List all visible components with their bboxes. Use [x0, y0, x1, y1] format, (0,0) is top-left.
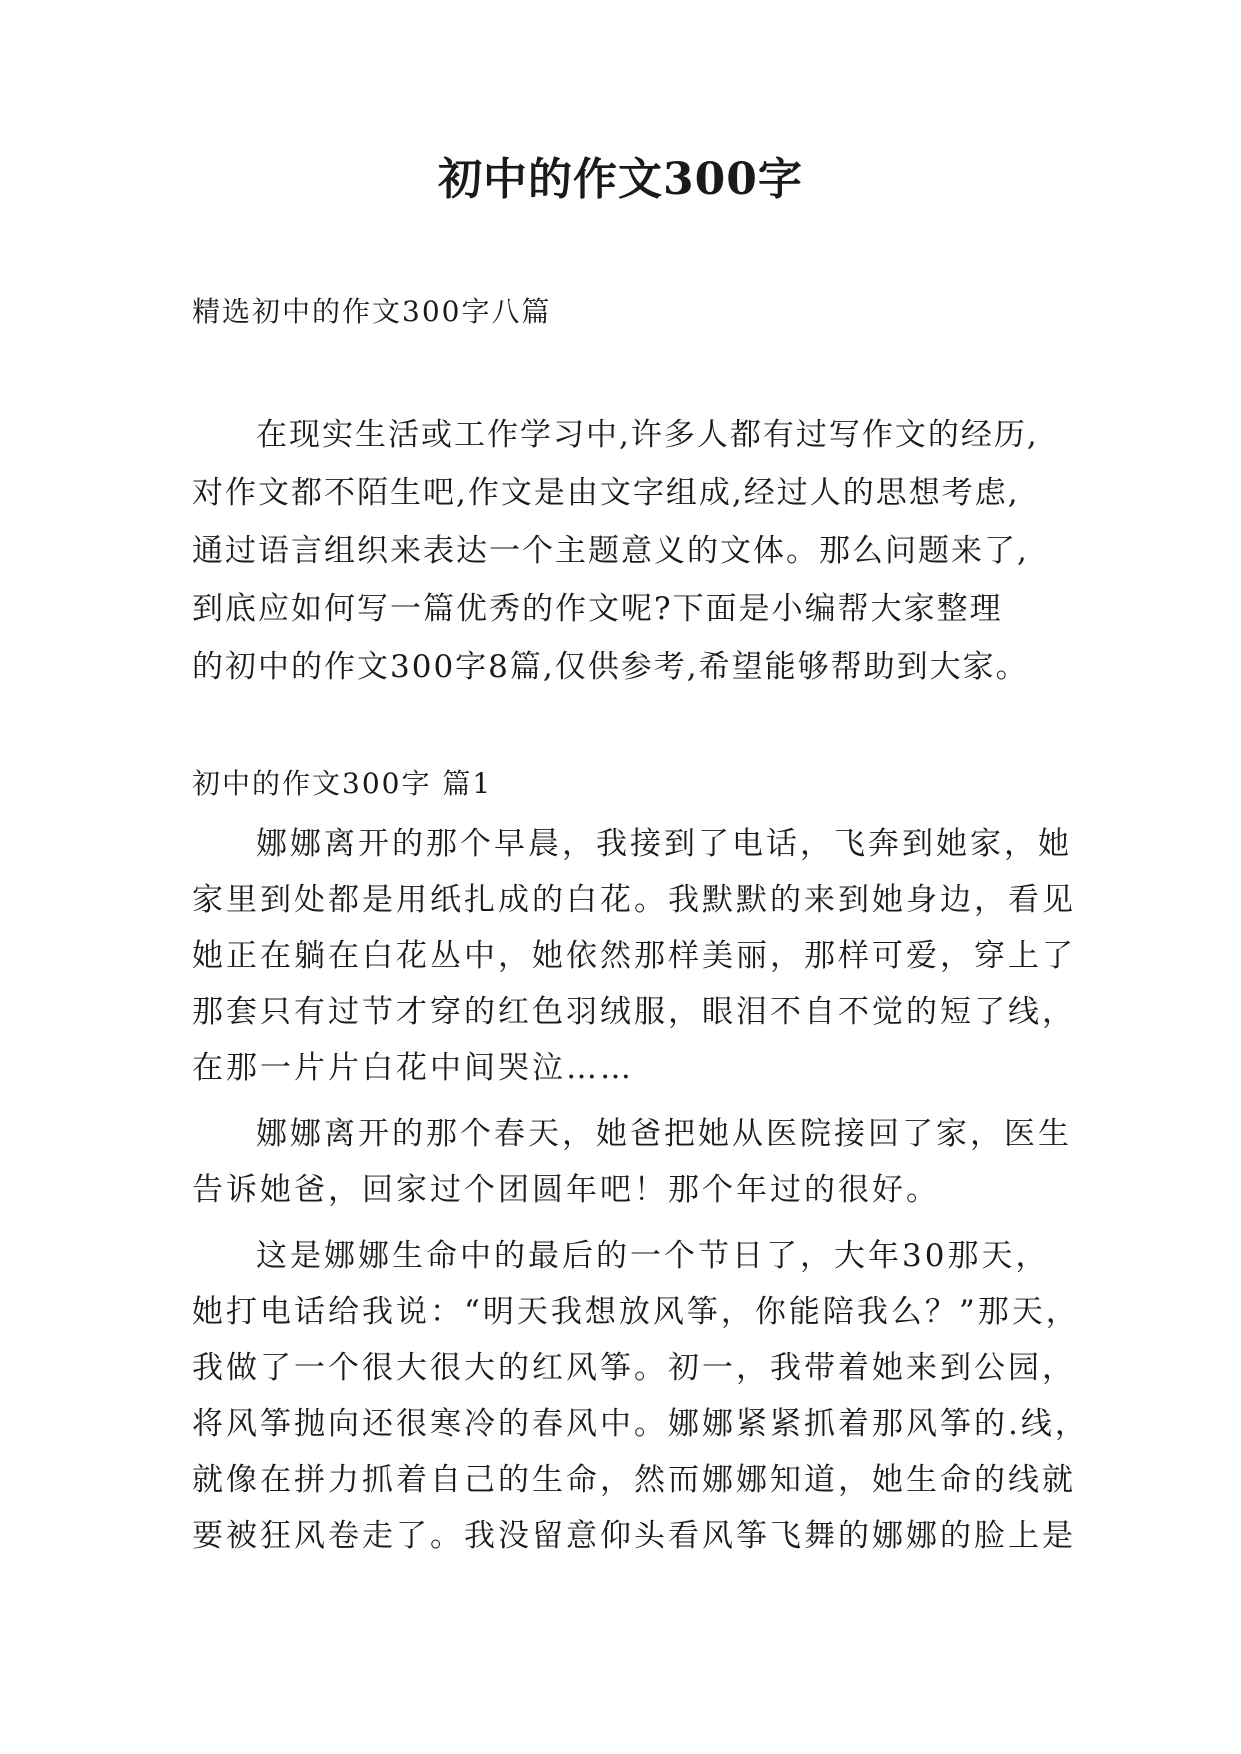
intro-line: 对作文都不陌生吧,作文是由文字组成,经过人的思想考虑, [192, 475, 1020, 511]
essay-paragraph [192, 816, 1076, 1096]
document-title: 初中的作文300字 [438, 154, 803, 205]
intro-line: 到底应如何写一篇优秀的作文呢?下面是小编帮大家整理 [192, 591, 1003, 627]
paragraph-line: 在那一片片白花中间哭泣…… [192, 1050, 634, 1086]
essay-paragraph [192, 1228, 1089, 1564]
paragraph-line: 娜娜离开的那个春天，她爸把她从医院接回了家，医生 [256, 1116, 1072, 1152]
paragraph-line: 我做了一个很大很大的红风筝。初一，我带着她来到公园， [192, 1350, 1076, 1386]
paragraph-line: 她打电话给我说：“明天我想放风筝，你能陪我么？”那天， [192, 1294, 1080, 1330]
paragraph-line: 她正在躺在白花丛中，她依然那样美丽，那样可爱，穿上了 [192, 938, 1076, 974]
intro-line: 的初中的作文300字8篇,仅供参考,希望能够帮助到大家。 [192, 649, 1029, 685]
paragraph-line: 将风筝抛向还很寒冷的春风中。娜娜紧紧抓着那风筝的.线， [192, 1406, 1089, 1442]
intro-line: 在现实生活或工作学习中,许多人都有过写作文的经历, [256, 417, 1039, 453]
essay-body [192, 816, 1089, 1564]
document-subtitle: 精选初中的作文300字八篇 [192, 295, 552, 328]
paragraph-spacer [192, 1096, 1062, 1106]
essay-paragraph [192, 1106, 1072, 1218]
intro-paragraph [192, 406, 1062, 696]
paragraph-line: 娜娜离开的那个早晨，我接到了电话，飞奔到她家，她 [256, 826, 1072, 862]
paragraph-line: 这是娜娜生命中的最后的一个节日了，大年30那天， [256, 1238, 1050, 1274]
paragraph-line: 要被狂风卷走了。我没留意仰头看风筝飞舞的娜娜的脸上是 [192, 1518, 1076, 1554]
intro-line: 通过语言组织来表达一个主题意义的文体。那么问题来了, [192, 533, 1029, 569]
paragraph-spacer [192, 1218, 1062, 1228]
paragraph-line: 家里到处都是用纸扎成的白花。我默默的来到她身边，看见 [192, 882, 1076, 918]
paragraph-line: 就像在拼力抓着自己的生命，然而娜娜知道，她生命的线就 [192, 1462, 1076, 1498]
section-heading: 初中的作文300字 篇1 [192, 767, 493, 800]
paragraph-line: 那套只有过节才穿的红色羽绒服，眼泪不自不觉的短了线， [192, 994, 1076, 1030]
paragraph-line: 告诉她爸，回家过个团圆年吧！那个年过的很好。 [192, 1172, 940, 1208]
